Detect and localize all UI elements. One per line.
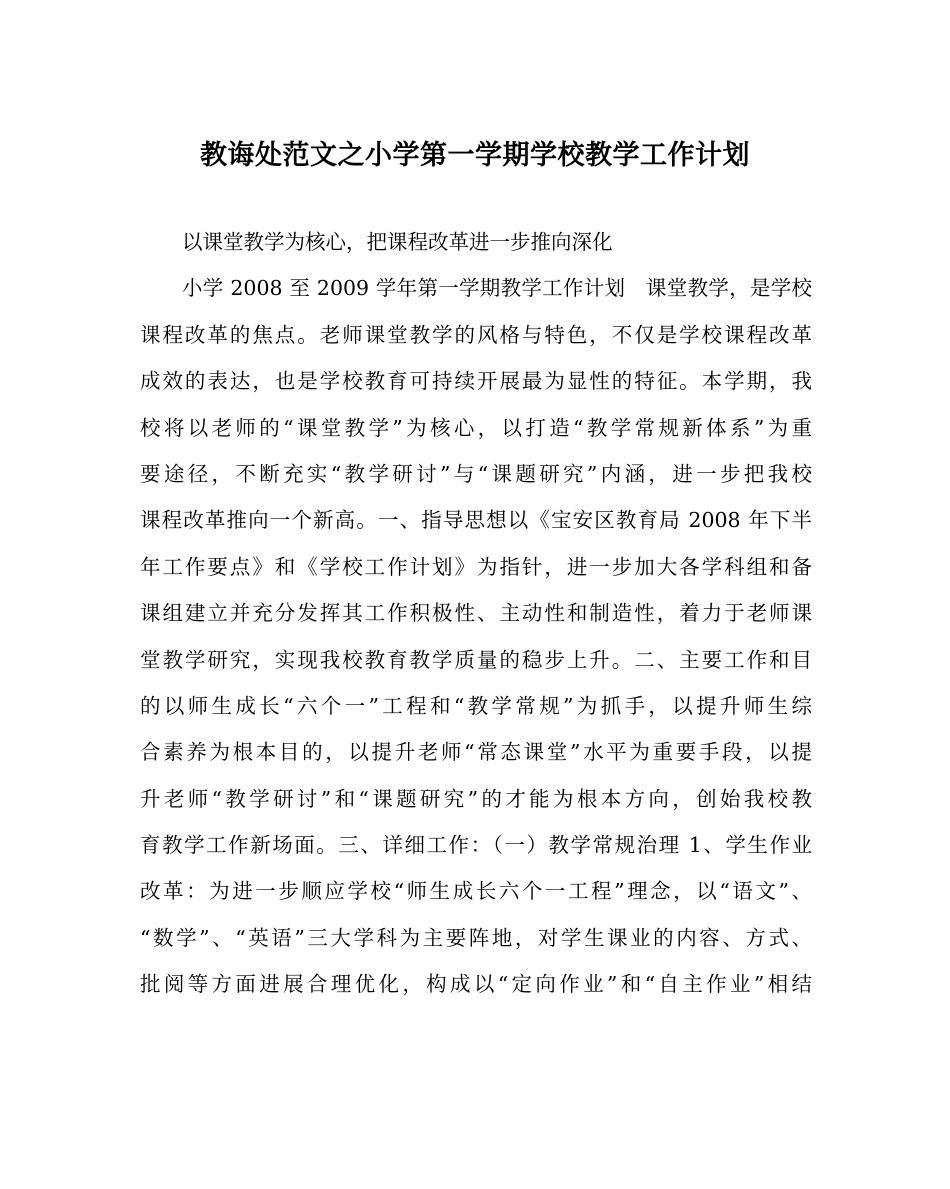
body-line: 校将以老师的“课堂教学”为核心，以打造“教学常规新体系”为重 — [140, 415, 812, 440]
body-line: 批阅等方面进展合理优化，构成以“定向作业”和“自主作业”相结 — [140, 972, 812, 997]
body-line: 育教学工作新场面。三、详细工作：（一）教学常规治理 1、学生作业 — [140, 833, 812, 858]
paragraph-subtitle: 以课堂教学为核心，把课程改革进一步推向深化 — [182, 230, 613, 254]
document-body — [140, 219, 812, 1008]
body-line: 合素养为根本目的，以提升老师“常态课堂”水平为重要手段，以提 — [140, 740, 812, 765]
body-line: 成效的表达，也是学校教育可持续开展最为显性的特征。本学期，我 — [140, 369, 812, 394]
body-line: 改革：为进一步顺应学校“师生成长六个一工程”理念，以“语文”、 — [140, 879, 812, 904]
document-title: 教诲处范文之小学第一学期学校教学工作计划 — [200, 140, 750, 171]
body-line: 升老师“教学研讨”和“课题研究”的才能为根本方向，创始我校教 — [140, 786, 812, 811]
body-line: 课程改革推向一个新高。一、指导思想以《宝安区教育局 2008 年下半 — [140, 508, 812, 533]
body-line: 小学 2008 至 2009 学年第一学期教学工作计划 课堂教学，是学校 — [182, 276, 812, 301]
body-line: 课程改革的焦点。老师课堂教学的风格与特色，不仅是学校课程改革 — [140, 322, 812, 347]
body-line: 年工作要点》和《学校工作计划》为指针，进一步加大各学科组和备 — [140, 554, 812, 579]
body-line: 要途径，不断充实“教学研讨”与“课题研究”内涵，进一步把我校 — [140, 461, 812, 486]
body-line: 堂教学研究，实现我校教育教学质量的稳步上升。二、主要工作和目 — [140, 647, 812, 672]
body-line: “数学”、“英语”三大学科为主要阵地，对学生课业的内容、方式、 — [140, 925, 812, 950]
body-line: 的以师生成长“六个一”工程和“教学常规”为抓手，以提升师生综 — [140, 693, 812, 718]
body-line: 课组建立并充分发挥其工作积极性、主动性和制造性，着力于老师课 — [140, 601, 812, 626]
